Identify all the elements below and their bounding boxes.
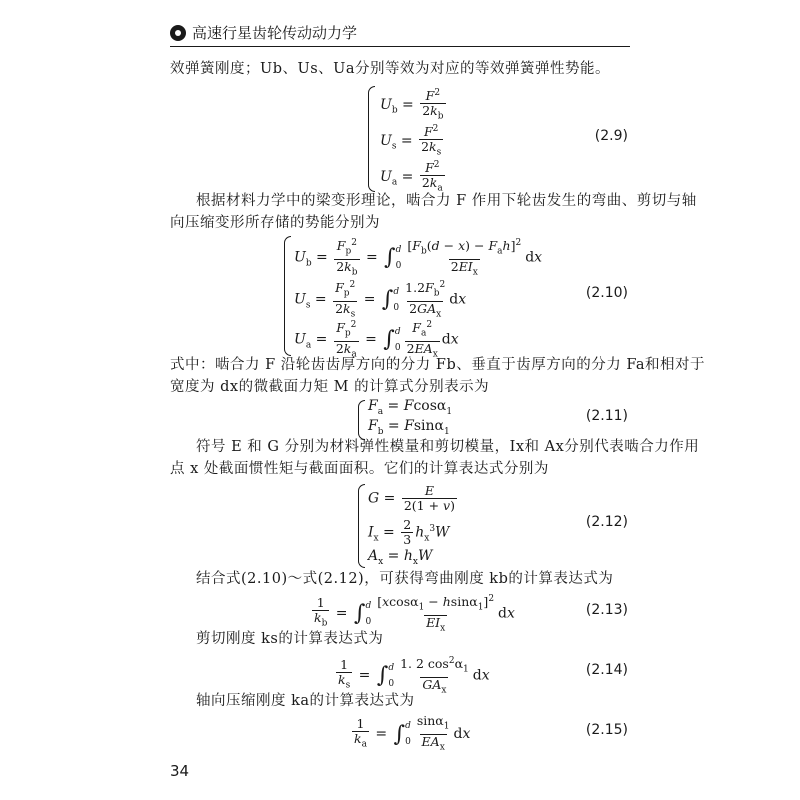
eq-2-10-row-1: $U_b$ = $\frac{F_p^2}{2k_b}$ = ∫ d 0 $\frac{[F_b(d - x) - F_ah]^2}{2EI_x}$ dx — [294, 238, 543, 278]
paragraph-1: 效弹簧刚度；Ub、Us、Ua分别等效为对应的等效弹簧弹性势能。 — [170, 61, 611, 77]
eq-2-12-row-1: G = $\frac{E}{2(1 + v)}$ — [368, 483, 455, 513]
eq-2-12-row-2: $I_x$ = $\frac{2}{3}$ $h_x^3W$ — [368, 517, 450, 547]
equation-number: (2.12) — [585, 514, 628, 530]
paragraph-4-line-1: 符号 E 和 G 分别为材料弹性模量和剪切模量，Ix和 Ax分别代表啮合力作用 — [196, 439, 700, 455]
paragraph-5: 结合式(2.10)～式(2.12)，可获得弯曲刚度 kb的计算表达式为 — [196, 571, 614, 587]
paragraph-2-line-1: 根据材料力学中的梁变形理论，啮合力 F 作用下轮齿发生的弯曲、剪切与轴 — [196, 193, 697, 209]
paragraph-3-line-1: 式中：啮合力 F 沿轮齿齿厚方向的分力 Fb、垂直于齿厚方向的分力 Fa和相对于 — [170, 357, 706, 373]
equation-number: (2.14) — [585, 662, 628, 678]
equation-brace — [358, 484, 365, 568]
eq-2-9-row-3: $U_a$ = $\frac{F^2}{2k_a}$ — [380, 160, 443, 194]
page-number: 34 — [170, 762, 190, 780]
eq-2-10-row-2: $U_s$ = $\frac{F_p^2}{2k_s}$ = ∫ d 0 $\frac{1.2F_b^2}{2GA_x}$ dx — [294, 280, 467, 320]
equation-brace — [368, 86, 375, 192]
equation-number: (2.11) — [585, 408, 628, 424]
equation-number: (2.9) — [594, 128, 628, 144]
paragraph-7: 轴向压缩刚度 ka的计算表达式为 — [196, 693, 415, 709]
book-title: 高速行星齿轮传动动力学 — [192, 24, 358, 42]
equation-2-13: $\frac{1}{k_b}$ = ∫ d 0 $\frac{[xcos\alpha_1 - hsin\alpha_1]^2}{EI_x}$ dx — [314, 594, 515, 634]
header-divider — [170, 46, 630, 47]
paragraph-6: 剪切刚度 ks的计算表达式为 — [196, 631, 384, 647]
eq-2-9-row-1: $U_b$ = $\frac{F^2}{2k_b}$ — [380, 88, 444, 122]
equation-2-15: $\frac{1}{k_a}$ = ∫ d 0 $\frac{\sin\alpha_1}{EA_x}$ dx — [354, 713, 471, 752]
equation-number: (2.10) — [585, 285, 628, 301]
paragraph-4-line-2: 点 x 处截面惯性矩与截面面积。它们的计算表达式分别为 — [170, 461, 549, 477]
eq-2-9-row-2: $U_s$ = $\frac{F^2}{2k_s}$ — [380, 124, 442, 158]
equation-2-14: $\frac{1}{k_s}$ = ∫ d 0 $\frac{1. 2 \cos^2\alpha_1}{GA_x}$ dx — [338, 656, 490, 696]
chapter-bullet-icon — [170, 25, 186, 41]
running-header — [170, 22, 357, 43]
eq-2-12-row-3: $A_x = h_xW$ — [368, 548, 433, 567]
eq-2-10-row-3: $U_a$ = $\frac{F_p^2}{2k_a}$ = ∫ d 0 $\frac{F_a^2}{2EA_x}$ dx — [294, 320, 459, 360]
paragraph-3-line-2: 宽度为 dx的微截面力矩 M 的计算式分别表示为 — [170, 379, 490, 395]
equation-number: (2.13) — [585, 602, 628, 618]
equation-brace — [284, 236, 291, 356]
paragraph-2-line-2: 向压缩变形所存储的势能分别为 — [170, 215, 380, 231]
eq-2-11-row-1: $F_a = Fcos\alpha_1$ — [368, 398, 453, 417]
equation-brace — [358, 400, 365, 440]
eq-2-11-row-2: $F_b = Fsin\alpha_1$ — [368, 418, 450, 437]
equation-number: (2.15) — [585, 722, 628, 738]
